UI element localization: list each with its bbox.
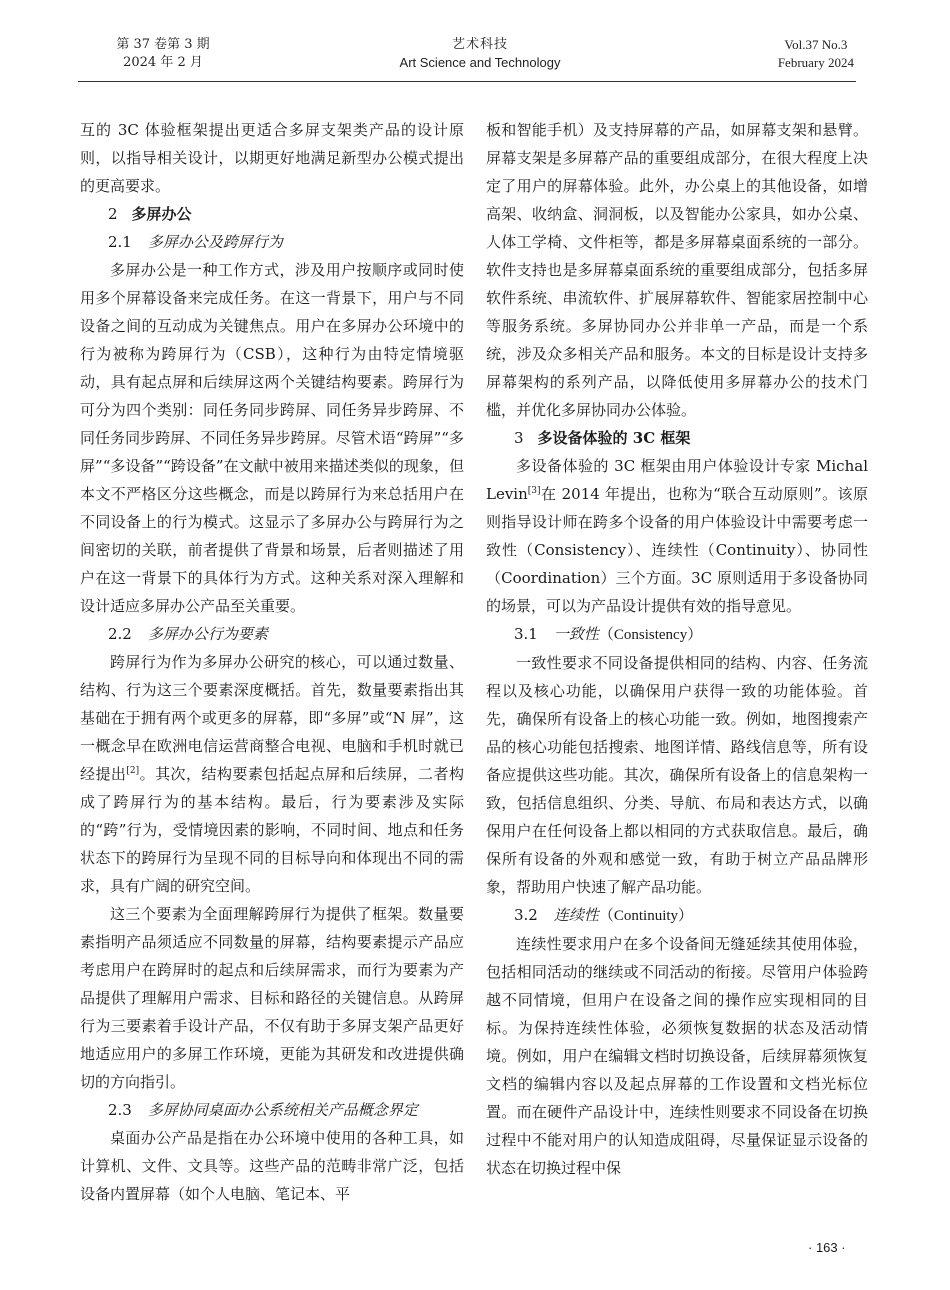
- section-title: 多屏办公: [131, 205, 192, 223]
- paragraph: 桌面办公产品是指在办公环境中使用的各种工具，如计算机、文件、文具等。这些产品的范畴非常广泛，包括设备内置屏幕（如个人电脑、笔记本、平: [80, 1129, 464, 1203]
- header-journal-en: Art Science and Technology: [399, 55, 561, 70]
- header-left: [108, 36, 218, 72]
- paragraph-continued: 互的 3C 体验框架提出更适合多屏支架类产品的设计原则，以指导相关设计，以期更好地满足新型办公模式提出的更高要求。: [80, 121, 464, 195]
- header-journal: [380, 36, 580, 72]
- running-header: [0, 36, 950, 80]
- paragraph: 这三个要素为全面理解跨屏行为提供了框架。数量要素指明产品须适应不同数量的屏幕，结构要素提示产品应考虑用户在跨屏时的起点和后续屏需求，而行为要素为产品提供了理解用户需求、目标和路径的关键信息。从跨屏行为三要素着手设计产品，不仅有助于多屏支架产品更好地适应用户的多屏工作环境，更能为其研发和改进提供确切的方向指引。: [80, 905, 464, 1091]
- subsection-title-en: （Consistency）: [598, 627, 703, 643]
- subsection-number: 2.2: [108, 625, 132, 643]
- subsection-heading-2-2: [80, 620, 464, 648]
- subsection-title: 连续性: [553, 906, 599, 924]
- citation-ref[interactable]: [3]: [527, 486, 541, 496]
- section-number: 2: [108, 205, 118, 223]
- paragraph: 一致性要求不同设备提供相同的结构、内容、任务流程以及核心功能，以确保用户获得一致的功能体验。首先，确保所有设备上的核心功能一致。例如，地图搜索产品的核心功能包括搜索、地图详情、路线信息等，所有设备应提供这些功能。其次，确保所有设备上的信息架构一致，包括信息组织、分类、导航、布局和表达方式，以确保用户在任何设备上都以相同的方式获取信息。最后，确保所有设备的外观和感觉一致，有助于树立产品品牌形象，帮助用户快速了解产品功能。: [486, 654, 868, 896]
- section-title: 多设备体验的 3C 框架: [537, 429, 691, 447]
- header-date-en: February 2024: [777, 55, 854, 70]
- paragraph-text: 多设备体验的 3C 框架由用户体验设计专家 Michal Levin: [486, 457, 868, 503]
- paragraph-text: 。其次，结构要素包括起点屏和后续屏，二者构成了跨屏行为的基本结构。最后，行为要素涉及实际的“跨”行为，受情境因素的影响，不同时间、地点和任务状态下的跨屏行为呈现不同的目标导向和体现出不同的需求，具有广阔的研究空间。: [80, 765, 464, 895]
- subsection-heading-2-1: [80, 228, 464, 256]
- header-journal-cn: 艺术科技: [451, 37, 508, 52]
- subsection-title: 多屏办公及跨屏行为: [147, 233, 283, 251]
- page-number: · 163 ·: [808, 1240, 846, 1255]
- subsection-number: 3.1: [514, 625, 538, 643]
- subsection-heading-2-3: [80, 1096, 464, 1124]
- subsection-title-en: （Continuity）: [598, 908, 694, 924]
- paragraph: [486, 452, 868, 620]
- header-divider: [78, 81, 856, 82]
- left-column: [80, 116, 464, 1208]
- section-heading-2: [80, 200, 464, 228]
- subsection-number: 2.1: [108, 233, 132, 251]
- header-volume-issue-en: Vol.37 No.3: [784, 37, 848, 52]
- citation-ref[interactable]: [2]: [126, 766, 140, 776]
- header-right: [778, 36, 854, 72]
- subsection-title: 多屏协同桌面办公系统相关产品概念界定: [147, 1101, 418, 1119]
- header-date-cn: 2024 年 2 月: [123, 55, 203, 70]
- section-number: 3: [514, 429, 524, 447]
- subsection-number: 3.2: [514, 906, 538, 924]
- subsection-heading-3-1: [486, 620, 868, 649]
- paragraph-continued: 板和智能手机）及支持屏幕的产品，如屏幕支架和悬臂。屏幕支架是多屏幕产品的重要组成部分，在很大程度上决定了用户的屏幕体验。此外，办公桌上的其他设备，如增高架、收纳盒、洞洞板，以及智能办公家具，如办公桌、人体工学椅、文件柜等，都是多屏幕桌面系统的一部分。软件支持也是多屏幕桌面系统的重要组成部分，包括多屏软件系统、串流软件、扩展屏幕软件、智能家居控制中心等服务系统。多屏协同办公并非单一产品，而是一个系统，涉及众多相关产品和服务。本文的目标是设计支持多屏幕架构的系列产品，以降低使用多屏幕办公的技术门槛，并优化多屏协同办公体验。: [486, 121, 868, 419]
- right-column: [486, 116, 868, 1182]
- subsection-title: 一致性: [553, 625, 599, 643]
- header-volume-issue: 第 37 卷第 3 期: [116, 37, 210, 52]
- section-heading-3: [486, 424, 868, 452]
- paragraph-text: 跨屏行为作为多屏办公研究的核心，可以通过数量、结构、行为这三个要素深度概括。首先，数量要素指出其基础在于拥有两个或更多的屏幕，即“多屏”或“N 屏”，这一概念早在欧洲电信运营商整合电视、电脑和手机时就已经提出: [80, 653, 464, 783]
- paragraph: 连续性要求用户在多个设备间无缝延续其使用体验，包括相同活动的继续或不同活动的衔接。尽管用户体验跨越不同情境，但用户在设备之间的操作应实现相同的目标。为保持连续性体验，必须恢复数据的状态及活动情境。例如，用户在编辑文档时切换设备，后续屏幕须恢复文档的编辑内容以及起点屏幕的工作设置和文档光标位置。而在硬件产品设计中，连续性则要求不同设备在切换过程中不能对用户的认知造成阻碍，尽量保证显示设备的状态在切换过程中保: [486, 935, 868, 1177]
- paragraph: 多屏办公是一种工作方式，涉及用户按顺序或同时使用多个屏幕设备来完成任务。在这一背景下，用户与不同设备之间的互动成为关键焦点。用户在多屏办公环境中的行为被称为跨屏行为（CSB），这种行为由特定情境驱动，具有起点屏和后续屏这两个关键结构要素。跨屏行为可分为四个类别：同任务同步跨屏、同任务异步跨屏、不同任务同步跨屏、不同任务异步跨屏。尽管术语“跨屏”“多屏”“多设备”“跨设备”在文献中被用来描述类似的现象，但本文不严格区分这些概念，而是以跨屏行为来总括用户在不同设备上的行为模式。这显示了多屏办公与跨屏行为之间密切的关联，前者提供了背景和场景，后者则描述了用户在这一背景下的具体行为方式。这种关系对深入理解和设计适应多屏办公产品至关重要。: [80, 261, 464, 615]
- subsection-title: 多屏办公行为要素: [147, 625, 268, 643]
- paragraph-text: 在 2014 年提出，也称为“联合互动原则”。该原则指导设计师在跨多个设备的用户体验设计中需要考虑一致性（Consistency）、连续性（Continuity）、协同性（Coordination）三个方面。3C 原则适用于多设备协同的场景，可以为产品设计提供有效的指导意见。: [486, 485, 868, 615]
- subsection-heading-3-2: [486, 901, 868, 930]
- subsection-number: 2.3: [108, 1101, 132, 1119]
- paragraph: [80, 648, 464, 900]
